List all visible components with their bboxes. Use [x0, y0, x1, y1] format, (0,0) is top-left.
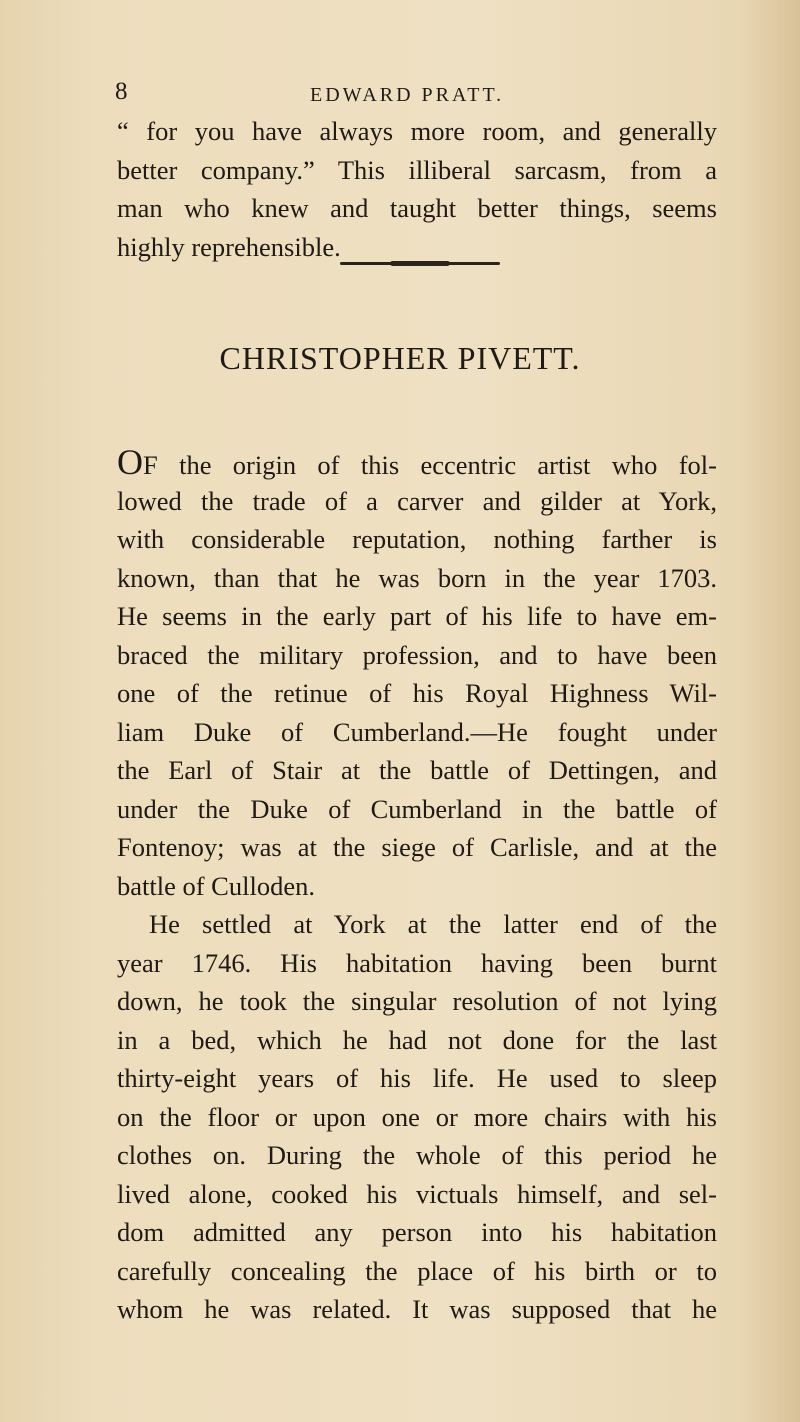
first-line [117, 443, 717, 482]
paragraph-start-line: He settled at York at the latter end of the [149, 909, 717, 939]
text-line: highly reprehensible. [117, 231, 341, 262]
text-line: under the Duke of Cumberland in the battle of [117, 793, 717, 824]
text-line: clothes on. During the whole of this period he [117, 1140, 717, 1170]
initial-letter: O [117, 442, 143, 482]
text-line: liam Duke of Cumberland.—He fought under [117, 716, 717, 747]
text-line: down, he took the singular resolution of not lying [117, 986, 717, 1016]
text-line: dom admitted any person into his habitation [117, 1217, 717, 1247]
text-line: the Earl of Stair at the battle of Dettingen, and [117, 755, 717, 785]
text-line: better company.” This illiberal sarcasm, from a [117, 154, 717, 185]
text-line: year 1746. His habitation having been burnt [117, 947, 717, 978]
text-line: thirty-eight years of his life. He used to sleep [117, 1063, 717, 1093]
text-line: “ for you have always more room, and generally [117, 116, 717, 146]
text-line: on the floor or upon one or more chairs with his [117, 1101, 717, 1132]
running-head: EDWARD PRATT. [310, 84, 505, 106]
text-line: with considerable reputation, nothing farther is [117, 524, 717, 554]
text-line: lowed the trade of a carver and gilder at York, [117, 485, 717, 516]
text-line: whom he was related. It was supposed that he [117, 1294, 717, 1324]
page-number: 8 [115, 78, 128, 105]
text-line: man who knew and taught better things, seems [117, 193, 717, 223]
text-line: carefully concealing the place of his birth or to [117, 1255, 717, 1286]
section-title: CHRISTOPHER PIVETT. [219, 340, 581, 376]
text-line: one of the retinue of his Royal Highness Wil- [117, 678, 717, 708]
text-line: in a bed, which he had not done for the last [117, 1024, 717, 1055]
text-line: Fontenoy; was at the siege of Carlisle, and at the [117, 832, 717, 862]
section-divider [340, 262, 500, 265]
text-line: battle of Culloden. [117, 870, 315, 901]
continuation-paragraph [117, 112, 717, 266]
text-line: He seems in the early part of his life to have em- [117, 601, 717, 631]
text-line: lived alone, cooked his victuals himself, and sel- [117, 1178, 717, 1209]
first-line-text: F the origin of this eccentric artist who fol- [143, 450, 717, 480]
text-line: known, than that he was born in the year 1703. [117, 562, 717, 593]
text-line: braced the military profession, and to have been [117, 639, 717, 670]
biography-text [117, 443, 717, 1329]
